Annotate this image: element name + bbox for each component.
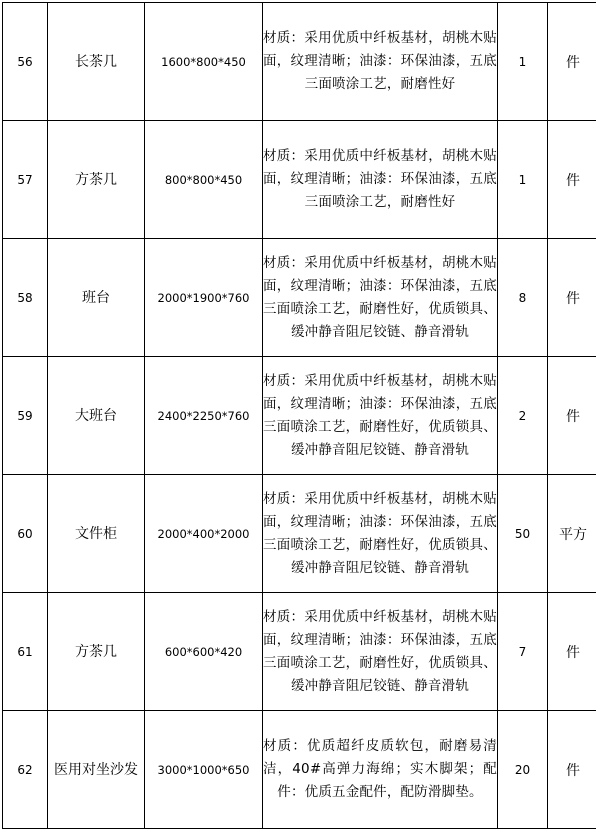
- item-size: 2400*2250*760: [145, 357, 263, 475]
- item-unit: 件: [548, 239, 596, 357]
- item-description-cell: [263, 711, 498, 829]
- item-quantity: 50: [498, 475, 548, 593]
- item-quantity: 2: [498, 357, 548, 475]
- item-number: 60: [3, 475, 48, 593]
- item-size: 600*600*420: [145, 593, 263, 711]
- item-size: 1600*800*450: [145, 3, 263, 121]
- item-description-cell: [263, 475, 498, 593]
- item-number: 62: [3, 711, 48, 829]
- table-row: [3, 121, 596, 239]
- item-description-cell: [263, 121, 498, 239]
- item-size: 800*800*450: [145, 121, 263, 239]
- item-name: 大班台: [48, 357, 145, 475]
- item-quantity: 1: [498, 3, 548, 121]
- item-unit: 件: [548, 3, 596, 121]
- item-number: 57: [3, 121, 48, 239]
- item-description-cell: [263, 239, 498, 357]
- item-number: 58: [3, 239, 48, 357]
- item-quantity: 8: [498, 239, 548, 357]
- table-row: [3, 357, 596, 475]
- item-unit: 件: [548, 711, 596, 829]
- item-name: 文件柜: [48, 475, 145, 593]
- item-unit: 平方: [548, 475, 596, 593]
- item-unit: 件: [548, 593, 596, 711]
- item-quantity: 7: [498, 593, 548, 711]
- item-number: 59: [3, 357, 48, 475]
- item-name: 班台: [48, 239, 145, 357]
- item-number: 61: [3, 593, 48, 711]
- table-row: [3, 711, 596, 829]
- item-description: 材质：采用优质中纤板基材，胡桃木贴面，纹理清晰；油漆：环保油漆，五底三面喷涂工艺，耐磨性好: [263, 30, 497, 92]
- item-description: 材质：采用优质中纤板基材，胡桃木贴面，纹理清晰；油漆：环保油漆，五底三面喷涂工艺，耐磨性好，优质锁具、缓冲静音阻尼铰链、静音滑轨: [263, 372, 497, 458]
- item-description-cell: [263, 357, 498, 475]
- item-size: 2000*400*2000: [145, 475, 263, 593]
- table-row: [3, 593, 596, 711]
- table-row: [3, 475, 596, 593]
- item-name: 方茶几: [48, 121, 145, 239]
- item-quantity: 1: [498, 121, 548, 239]
- item-description: 材质：采用优质中纤板基材，胡桃木贴面，纹理清晰；油漆：环保油漆，五底三面喷涂工艺，耐磨性好，优质锁具、缓冲静音阻尼铰链、静音滑轨: [263, 608, 497, 694]
- item-unit: 件: [548, 357, 596, 475]
- item-name: 长茶几: [48, 3, 145, 121]
- item-unit: 件: [548, 121, 596, 239]
- item-name: 医用对坐沙发: [48, 711, 145, 829]
- furniture-spec-table: [2, 2, 596, 829]
- item-number: 56: [3, 3, 48, 121]
- item-description: 材质：采用优质中纤板基材，胡桃木贴面，纹理清晰；油漆：环保油漆，五底三面喷涂工艺，耐磨性好，优质锁具、缓冲静音阻尼铰链、静音滑轨: [263, 490, 497, 576]
- item-description: 材质：优质超纤皮质软包，耐磨易清洁，40#高弹力海绵；实木脚架；配件：优质五金配件，配防滑脚垫。: [263, 738, 497, 800]
- item-size: 3000*1000*650: [145, 711, 263, 829]
- item-quantity: 20: [498, 711, 548, 829]
- item-name: 方茶几: [48, 593, 145, 711]
- table-row: [3, 3, 596, 121]
- item-description-cell: [263, 593, 498, 711]
- item-description-cell: [263, 3, 498, 121]
- item-description: 材质：采用优质中纤板基材，胡桃木贴面，纹理清晰；油漆：环保油漆，五底三面喷涂工艺，耐磨性好: [263, 148, 497, 210]
- item-size: 2000*1900*760: [145, 239, 263, 357]
- item-description: 材质：采用优质中纤板基材，胡桃木贴面，纹理清晰；油漆：环保油漆，五底三面喷涂工艺，耐磨性好，优质锁具、缓冲静音阻尼铰链、静音滑轨: [263, 254, 497, 340]
- table-row: [3, 239, 596, 357]
